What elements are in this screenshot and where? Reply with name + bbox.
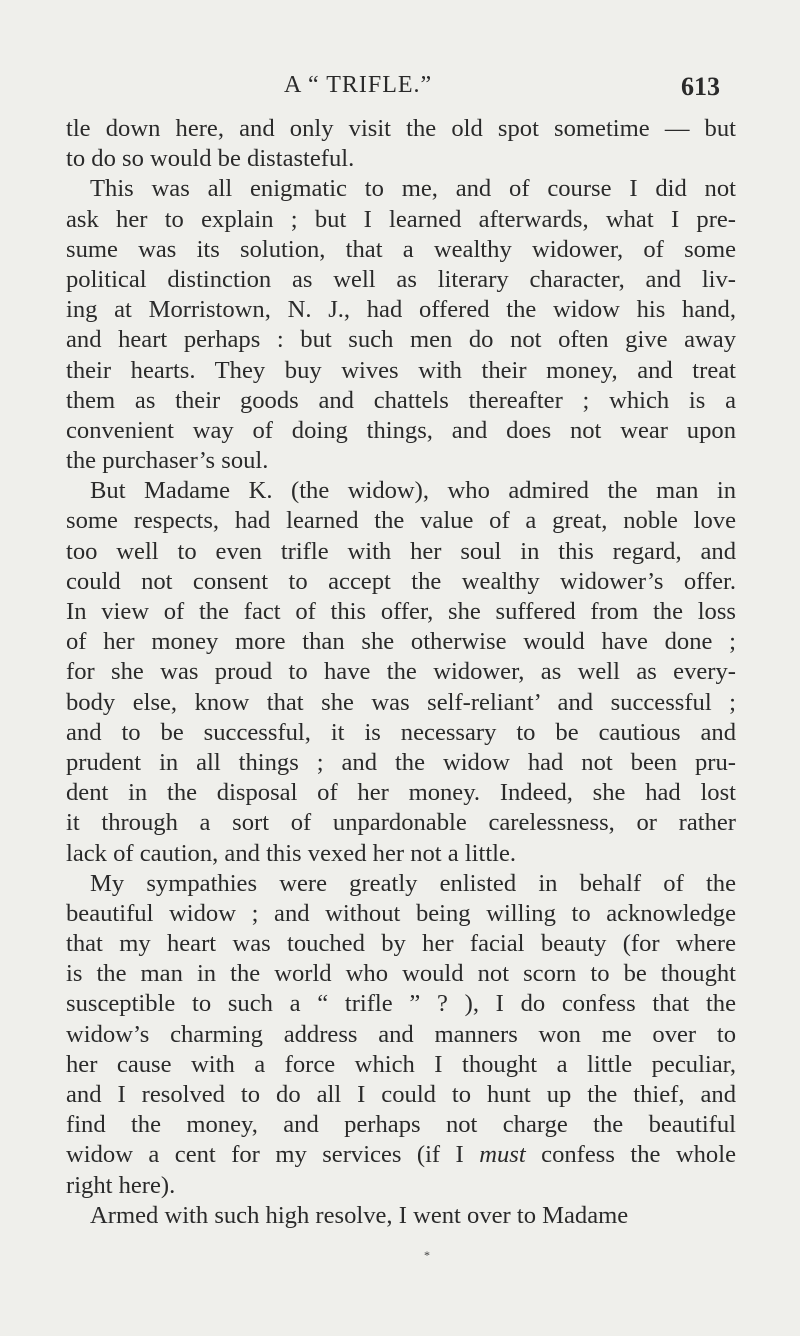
text-line: beautiful widow ; and without being willing to acknowledge (66, 899, 736, 927)
running-head (0, 72, 800, 102)
text-line: and I resolved to do all I could to hunt up the thief, and (66, 1081, 736, 1108)
text-line: is the man in the world who would not scorn to be thought (66, 960, 736, 988)
text-line: for she was proud to have the widower, as well as every- (66, 658, 736, 686)
text-line: find the money, and perhaps not charge the beautiful (66, 1111, 736, 1139)
text-line: their hearts. They buy wives with their money, and treat (66, 356, 736, 384)
text-line: could not consent to accept the wealthy widower’s offer. (66, 567, 736, 595)
body-text (66, 114, 736, 1231)
text-line: her cause with a force which I thought a little peculiar, (66, 1050, 736, 1078)
text-line: the purchaser’s soul. (66, 447, 269, 475)
text-line: convenient way of doing things, and does not wear upon (66, 416, 736, 444)
text-line: some respects, had learned the value of a great, noble love (66, 507, 736, 535)
text-line: prudent in all things ; and the widow had not been pru- (66, 748, 736, 776)
italic-word: must (479, 1141, 526, 1169)
text-line: it through a sort of unpardonable carelessness, or rather (66, 809, 736, 837)
stray-mark: * (424, 1248, 430, 1262)
text-segment: confess the whole (541, 1141, 736, 1169)
text-line: This was all enigmatic to me, and of course I did not (90, 175, 736, 203)
text-line: tle down here, and only visit the old spot sometime — but (66, 115, 736, 142)
text-line: political distinction as well as literary character, and liv- (66, 265, 736, 293)
text-line: sume was its solution, that a wealthy widower, of some (66, 235, 736, 263)
text-line: dent in the disposal of her money. Indeed, she had lost (66, 779, 736, 807)
text-line: lack of caution, and this vexed her not a little. (66, 839, 517, 867)
text-line: ing at Morristown, N. J., had offered the widow his hand, (66, 296, 736, 324)
text-segment: widow a cent for my services (if I (66, 1141, 464, 1169)
text-line: of her money more than she otherwise would have done ; (66, 628, 736, 656)
page-number: 613 (681, 72, 720, 101)
text-line: and to be successful, it is necessary to be cautious and (66, 718, 736, 746)
text-line: them as their goods and chattels thereafter ; which is a (66, 386, 736, 414)
text-line: ask her to explain ; but I learned afterwards, what I pre- (66, 205, 736, 233)
text-line: But Madame K. (the widow), who admired the man in (90, 477, 736, 505)
running-title: A “ TRIFLE.” (284, 72, 433, 98)
text-line: too well to even trifle with her soul in this regard, and (66, 537, 736, 565)
text-line: widow’s charming address and manners won me over to (66, 1020, 736, 1048)
text-line: In view of the fact of this offer, she suffered from the loss (66, 598, 736, 625)
text-line: and heart perhaps : but such men do not often give away (66, 326, 736, 354)
text-line: My sympathies were greatly enlisted in behalf of the (90, 869, 736, 897)
text-line: right here). (66, 1171, 176, 1199)
text-line: that my heart was touched by her facial beauty (for where (66, 930, 736, 958)
text-line: to do so would be distasteful. (66, 145, 355, 173)
text-line-with-italic (66, 1140, 736, 1170)
text-line: Armed with such high resolve, I went over to Madame (90, 1201, 629, 1229)
text-line: susceptible to such a “ trifle ” ? ), I do confess that the (66, 990, 736, 1018)
text-line: body else, know that she was self-reliant’ and successful ; (66, 688, 736, 716)
